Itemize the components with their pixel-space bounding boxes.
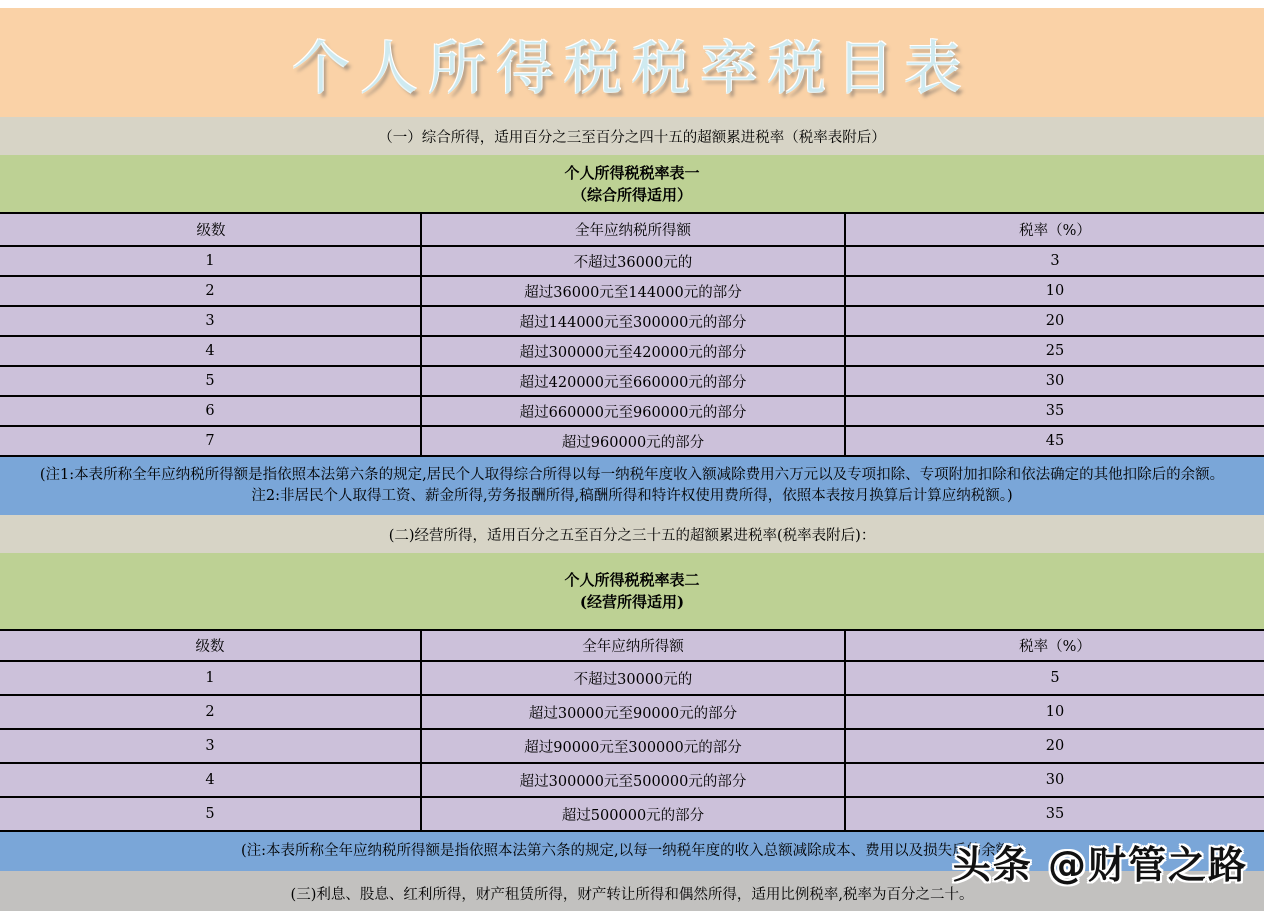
table-row	[0, 246, 1264, 276]
table-row	[0, 396, 1264, 426]
cell-rate: 20	[845, 729, 1264, 763]
cell-rate: 10	[845, 276, 1264, 306]
table1-note-band	[0, 457, 1264, 515]
cell-income: 超过960000元的部分	[421, 426, 845, 456]
table1-header-row	[0, 213, 1264, 246]
table2-header-income: 全年应纳所得额	[421, 630, 845, 661]
table1-header-income: 全年应纳税所得额	[421, 213, 845, 246]
cell-income: 不超过30000元的	[421, 661, 845, 695]
cell-level: 7	[0, 426, 421, 456]
table-row	[0, 661, 1264, 695]
table2-header-row	[0, 630, 1264, 661]
table1-header-rate: 税率（%）	[845, 213, 1264, 246]
toutiao-watermark: 头条 @财管之路	[952, 843, 1248, 887]
table2-caption-line1: 个人所得税税率表二	[564, 571, 700, 589]
section-one-bar	[0, 117, 1264, 155]
cell-income: 超过36000元至144000元的部分	[421, 276, 845, 306]
table1-note-line1: (注1:本表所称全年应纳税所得额是指依照本法第六条的规定,居民个人取得综合所得以每一纳税年度收入额减除费用六万元以及专项扣除、专项附加扣除和依法确定的其他扣除后的余额。	[39, 467, 1225, 483]
cell-income: 超过30000元至90000元的部分	[421, 695, 845, 729]
table1-header-level: 级数	[0, 213, 421, 246]
top-white-strip	[0, 0, 1264, 8]
cell-income: 超过90000元至300000元的部分	[421, 729, 845, 763]
table-row	[0, 426, 1264, 456]
table1-caption-line1: 个人所得税税率表一	[564, 163, 700, 182]
table1-caption-line2: （综合所得适用）	[571, 185, 692, 204]
table-row	[0, 366, 1264, 396]
cell-rate: 30	[845, 763, 1264, 797]
cell-level: 5	[0, 366, 421, 396]
cell-rate: 30	[845, 366, 1264, 396]
table-row	[0, 729, 1264, 763]
title-banner	[0, 8, 1264, 117]
section-two-bar	[0, 515, 1264, 553]
cell-income: 不超过36000元的	[421, 246, 845, 276]
cell-level: 3	[0, 306, 421, 336]
section-one-label: （一）综合所得，适用百分之三至百分之四十五的超额累进税率（税率表附后）	[378, 129, 886, 146]
cell-level: 4	[0, 763, 421, 797]
cell-level: 1	[0, 246, 421, 276]
cell-rate: 45	[845, 426, 1264, 456]
table-row	[0, 306, 1264, 336]
table-row	[0, 695, 1264, 729]
table-row	[0, 336, 1264, 366]
table-row	[0, 797, 1264, 831]
cell-income: 超过660000元至960000元的部分	[421, 396, 845, 426]
cell-rate: 10	[845, 695, 1264, 729]
cell-level: 4	[0, 336, 421, 366]
table2-header-level: 级数	[0, 630, 421, 661]
table2-caption-line2: (经营所得适用)	[579, 593, 685, 611]
cell-rate: 35	[845, 797, 1264, 831]
cell-income: 超过300000元至420000元的部分	[421, 336, 845, 366]
cell-rate: 20	[845, 306, 1264, 336]
cell-level: 2	[0, 276, 421, 306]
cell-income: 超过500000元的部分	[421, 797, 845, 831]
table2-caption	[0, 553, 1264, 629]
table-row	[0, 763, 1264, 797]
cell-income: 超过144000元至300000元的部分	[421, 306, 845, 336]
cell-rate: 25	[845, 336, 1264, 366]
section-two-label: (二)经营所得，适用百分之五至百分之三十五的超额累进税率(税率表附后)：	[388, 527, 876, 544]
cell-level: 1	[0, 661, 421, 695]
cell-rate: 35	[845, 396, 1264, 426]
table1-caption	[0, 155, 1264, 212]
cell-income: 超过300000元至500000元的部分	[421, 763, 845, 797]
tax-rate-table-1	[0, 212, 1264, 457]
cell-rate: 5	[845, 661, 1264, 695]
page-title: 个人所得税税率税目表	[291, 33, 972, 102]
cell-level: 6	[0, 396, 421, 426]
section-three-label: (三)利息、股息、红利所得，财产租赁所得，财产转让所得和偶然所得，适用比例税率,税率为百分之二十。	[290, 886, 974, 903]
tax-rate-table-2	[0, 629, 1264, 832]
table2-note: (注:本表所称全年应纳税所得额是指依照本法第六条的规定,以每一纳税年度的收入总额减除成本、费用以及损失后的余额。)	[240, 843, 1024, 859]
cell-level: 5	[0, 797, 421, 831]
cell-income: 超过420000元至660000元的部分	[421, 366, 845, 396]
cell-level: 3	[0, 729, 421, 763]
table-row	[0, 276, 1264, 306]
cell-rate: 3	[845, 246, 1264, 276]
table2-header-rate: 税率（%）	[845, 630, 1264, 661]
table1-note-line2: 注2:非居民个人取得工资、薪金所得,劳务报酬所得,稿酬所得和特许权使用费所得，依照本表按月换算后计算应纳税额。)	[251, 488, 1013, 504]
cell-level: 2	[0, 695, 421, 729]
